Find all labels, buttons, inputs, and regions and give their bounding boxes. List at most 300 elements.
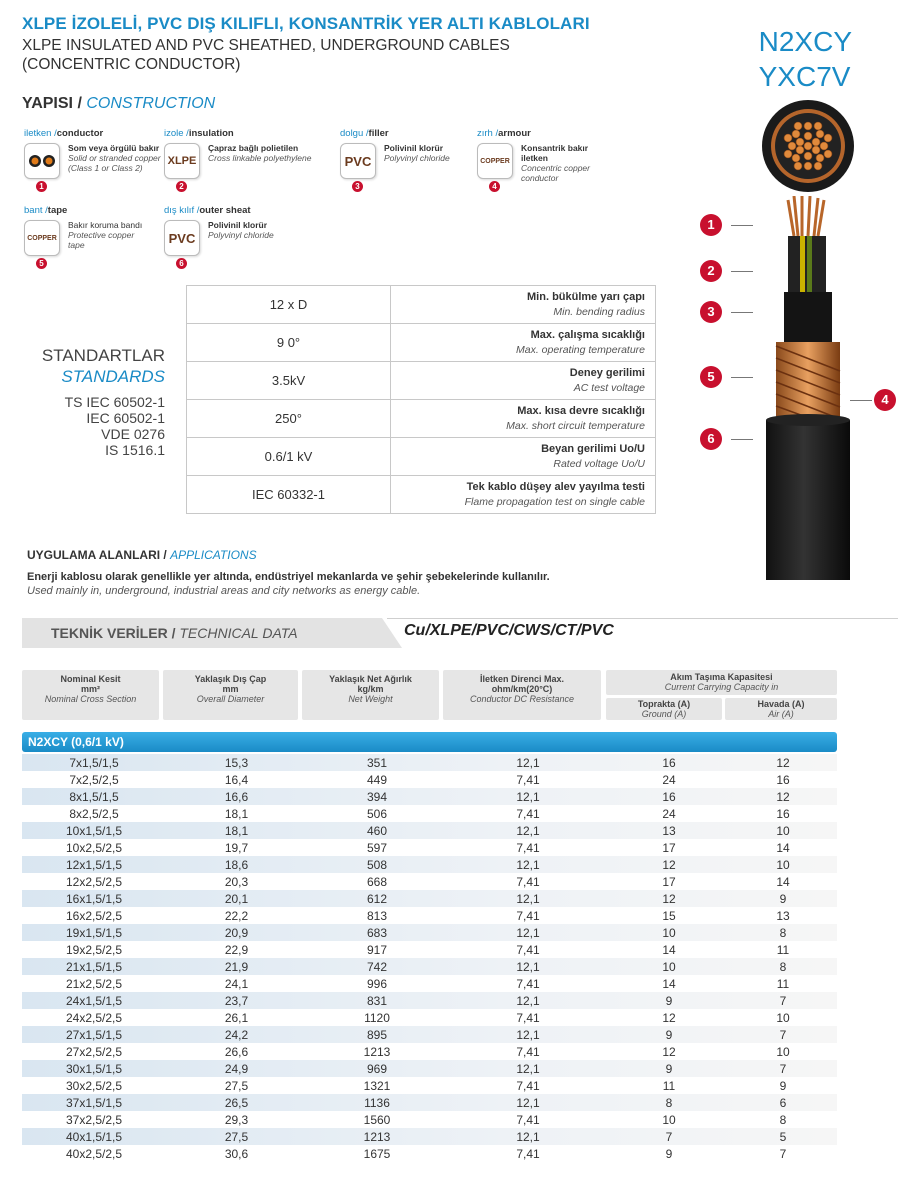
- technical-bar-line: [387, 618, 898, 619]
- cell-diameter: 22,2: [224, 908, 249, 923]
- property-label-en: Flame propagation test on single cable: [464, 496, 645, 508]
- applications-heading-tr: UYGULAMA ALANLARI /: [27, 548, 167, 562]
- copper-icon: COPPER: [477, 143, 513, 179]
- cell-resistance: 7,41: [516, 840, 540, 855]
- cell-resistance: 12,1: [516, 925, 540, 940]
- column-header-capacity: [606, 670, 837, 695]
- component-tape: [24, 205, 143, 268]
- table-row: [22, 1043, 837, 1060]
- cell-diameter: 24,1: [224, 976, 249, 991]
- cell-ground-capacity: 13: [662, 823, 676, 838]
- column-header-cross-section: [22, 670, 159, 720]
- cell-air-capacity: 5: [779, 1129, 787, 1144]
- callout-line: [731, 312, 753, 313]
- cell-air-capacity: 10: [776, 1044, 790, 1059]
- cell-diameter: 20,1: [224, 891, 249, 906]
- cell-ground-capacity: 9: [665, 993, 673, 1008]
- applications-heading-en: APPLICATIONS: [170, 548, 257, 562]
- applications-text-en: Used mainly in, underground, industrial areas and city networks as energy cable.: [27, 585, 421, 597]
- title-english-line-2: (CONCENTRIC CONDUCTOR): [22, 56, 241, 73]
- cell-weight: 460: [366, 823, 388, 838]
- cell-diameter: 26,1: [224, 1010, 249, 1025]
- property-value: 9 0°: [187, 324, 391, 362]
- technical-heading-tr: TEKNİK VERİLER /: [51, 625, 176, 641]
- cell-weight: 996: [366, 976, 388, 991]
- cell-diameter: 27,5: [224, 1078, 249, 1093]
- cell-diameter: 24,2: [224, 1027, 249, 1042]
- cell-air-capacity: 14: [776, 840, 790, 855]
- cell-diameter: 24,9: [224, 1061, 249, 1076]
- cell-air-capacity: 7: [779, 1146, 787, 1161]
- property-row: [187, 362, 656, 400]
- property-row: [187, 476, 656, 514]
- applications-block: [27, 548, 550, 597]
- cell-resistance: 12,1: [516, 1027, 540, 1042]
- property-label-tr: Deney gerilimi: [569, 367, 645, 379]
- table-row: [22, 1111, 837, 1128]
- cell-cross-section: 10x2,5/2,5: [65, 840, 123, 855]
- table-row: [22, 1009, 837, 1026]
- cell-resistance: 7,41: [516, 1146, 540, 1161]
- cell-cross-section: 8x2,5/2,5: [69, 806, 119, 821]
- cell-ground-capacity: 9: [665, 1027, 673, 1042]
- callout-line: [731, 271, 753, 272]
- property-label-en: Min. bending radius: [553, 306, 645, 318]
- cell-ground-capacity: 11: [662, 1078, 676, 1093]
- cell-cross-section: 12x1,5/1,5: [65, 857, 123, 872]
- cell-cross-section: 16x1,5/1,5: [65, 891, 123, 906]
- callout-line: [731, 439, 753, 440]
- cell-cross-section: 21x2,5/2,5: [65, 976, 123, 991]
- column-header-unit: mm²: [80, 684, 100, 694]
- component-label-tr: zırh /: [477, 128, 499, 139]
- column-header-diameter: [163, 670, 298, 720]
- property-label-tr: Max. kısa devre sıcaklığı: [517, 405, 645, 417]
- cell-ground-capacity: 17: [662, 840, 676, 855]
- cell-cross-section: 10x1,5/1,5: [65, 823, 123, 838]
- component-label-tr: dış kılıf /: [164, 205, 200, 216]
- table-row: [22, 788, 837, 805]
- cell-weight: 1213: [363, 1129, 391, 1144]
- cell-ground-capacity: 10: [662, 925, 676, 940]
- column-header-tr: İletken Direnci Max.: [479, 674, 565, 684]
- table-row: [22, 1094, 837, 1111]
- property-label-en: AC test voltage: [573, 382, 645, 394]
- property-label-en: Rated voltage Uo/U: [553, 458, 645, 470]
- title-english-line-1: XLPE INSULATED AND PVC SHEATHED, UNDERGROUND CABLES: [22, 37, 510, 54]
- cell-resistance: 7,41: [516, 806, 540, 821]
- component-desc-tr: Bakır koruma bandı: [68, 220, 143, 230]
- cell-ground-capacity: 10: [662, 959, 676, 974]
- component-conductor: [24, 128, 161, 191]
- property-value: 12 x D: [187, 286, 391, 324]
- component-label-tr: bant /: [24, 205, 48, 216]
- table-row: [22, 805, 837, 822]
- property-label-tr: Min. bükülme yarı çapı: [527, 291, 645, 303]
- cell-weight: 612: [366, 891, 388, 906]
- column-header-tr: Akım Taşıma Kapasitesi: [670, 672, 773, 682]
- cell-air-capacity: 12: [776, 789, 790, 804]
- cell-air-capacity: 7: [779, 1061, 787, 1076]
- component-desc-en: tape: [68, 240, 85, 250]
- cable-cross-section-image: [760, 98, 856, 194]
- cable-group-header: N2XCY (0,6/1 kV): [22, 732, 837, 752]
- cell-weight: 506: [366, 806, 388, 821]
- cell-diameter: 18,6: [224, 857, 249, 872]
- cell-air-capacity: 11: [776, 942, 790, 957]
- cell-cross-section: 40x2,5/2,5: [65, 1146, 123, 1161]
- cell-cross-section: 37x2,5/2,5: [65, 1112, 123, 1127]
- cell-weight: 449: [366, 772, 388, 787]
- cell-diameter: 18,1: [224, 806, 249, 821]
- cell-ground-capacity: 12: [662, 1044, 676, 1059]
- cable-construction-code: Cu/XLPE/PVC/CWS/CT/PVC: [404, 622, 614, 639]
- column-header-en: Net Weight: [348, 694, 393, 704]
- column-header-air: [725, 698, 837, 720]
- cell-cross-section: 12x2,5/2,5: [65, 874, 123, 889]
- cell-ground-capacity: 12: [662, 1010, 676, 1025]
- cell-weight: 742: [366, 959, 388, 974]
- copper-icon: COPPER: [24, 220, 60, 256]
- callout-badge: 5: [700, 366, 722, 388]
- cell-weight: 813: [366, 908, 388, 923]
- component-number-badge: 6: [176, 258, 187, 269]
- component-desc-tr: Polivinil klorür: [384, 143, 444, 153]
- cell-diameter: 15,3: [224, 755, 249, 770]
- properties-table: [186, 285, 656, 514]
- technical-data-bar: [22, 618, 898, 648]
- property-label-tr: Beyan gerilimi Uo/U: [541, 443, 645, 455]
- callout-badge: 4: [874, 389, 896, 411]
- cell-ground-capacity: 24: [662, 806, 676, 821]
- cell-weight: 969: [366, 1061, 388, 1076]
- cell-resistance: 7,41: [516, 772, 540, 787]
- property-label-tr: Max. çalışma sıcaklığı: [530, 329, 645, 341]
- cell-weight: 1213: [363, 1044, 391, 1059]
- callout-line: [731, 377, 753, 378]
- column-header-unit: mm: [222, 684, 239, 694]
- pvc-icon: PVC: [164, 220, 200, 256]
- table-row: [22, 1026, 837, 1043]
- product-codes: [759, 24, 852, 94]
- cell-cross-section: 7x1,5/1,5: [69, 755, 119, 770]
- cell-cross-section: 27x2,5/2,5: [65, 1044, 123, 1059]
- property-label-en: Max. short circuit temperature: [506, 420, 645, 432]
- cell-resistance: 7,41: [516, 1010, 540, 1025]
- cell-ground-capacity: 12: [662, 891, 676, 906]
- table-row: [22, 1060, 837, 1077]
- product-code-n2xcy: N2XCY: [758, 26, 852, 57]
- construction-heading-tr: YAPISI /: [22, 95, 82, 112]
- cell-weight: 668: [366, 874, 388, 889]
- component-desc-tr: Konsantrik bakır: [521, 143, 589, 153]
- callout-badge: 2: [700, 260, 722, 282]
- cell-air-capacity: 16: [776, 806, 790, 821]
- component-label-en: conductor: [56, 128, 104, 139]
- conductor-icon: [24, 143, 60, 179]
- cell-diameter: 20,3: [224, 874, 249, 889]
- column-header-ground: [606, 698, 722, 720]
- component-desc-en: Polyvinyl chloride: [384, 153, 450, 163]
- table-row: [22, 941, 837, 958]
- column-header-unit: ohm/km(20°C): [491, 684, 553, 694]
- component-desc-en: Concentric copper: [521, 163, 590, 173]
- page-header: [22, 14, 590, 74]
- cell-ground-capacity: 14: [662, 976, 676, 991]
- table-row: [22, 975, 837, 992]
- table-row: [22, 771, 837, 788]
- cell-air-capacity: 14: [776, 874, 790, 889]
- component-desc-tr: Polivinil klorür: [208, 220, 268, 230]
- cell-resistance: 12,1: [516, 789, 540, 804]
- cell-air-capacity: 10: [776, 857, 790, 872]
- property-row: [187, 286, 656, 324]
- table-row: [22, 1128, 837, 1145]
- property-label-tr: Tek kablo düşey alev yayılma testi: [466, 481, 645, 493]
- cell-weight: 508: [366, 857, 388, 872]
- component-desc-tr: Çapraz bağlı polietilen: [208, 143, 299, 153]
- applications-text-tr: Enerji kablosu olarak genellikle yer altında, endüstriyel mekanlarda ve şehir şebekelerinde kullanılır.: [27, 571, 550, 583]
- table-row: [22, 1145, 837, 1162]
- column-header-tr: Nominal Kesit: [60, 674, 121, 684]
- component-label-en: tape: [47, 205, 68, 216]
- component-number-badge: 3: [352, 181, 363, 192]
- standard-item: TS IEC 60502-1: [64, 394, 165, 410]
- component-desc-en: (Class 1 or Class 2): [68, 163, 143, 173]
- cell-diameter: 30,6: [224, 1146, 249, 1161]
- property-row: [187, 438, 656, 476]
- cell-diameter: 29,3: [224, 1112, 249, 1127]
- cell-weight: 1321: [363, 1078, 391, 1093]
- cell-cross-section: 37x1,5/1,5: [65, 1095, 123, 1110]
- cell-resistance: 12,1: [516, 755, 540, 770]
- cell-ground-capacity: 9: [665, 1146, 673, 1161]
- component-desc-en: Solid or stranded copper: [68, 153, 161, 163]
- table-row: [22, 958, 837, 975]
- column-header-en: Overall Diameter: [196, 694, 265, 704]
- cell-weight: 597: [366, 840, 388, 855]
- cell-air-capacity: 11: [776, 976, 790, 991]
- cell-cross-section: 40x1,5/1,5: [65, 1129, 123, 1144]
- callout-badge: 3: [700, 301, 722, 323]
- pvc-icon: PVC: [340, 143, 376, 179]
- component-label-tr: izole /: [164, 128, 189, 139]
- component-number-badge: 4: [489, 181, 500, 192]
- cell-diameter: 26,6: [224, 1044, 249, 1059]
- cell-resistance: 12,1: [516, 857, 540, 872]
- property-row: [187, 400, 656, 438]
- cell-resistance: 7,41: [516, 1044, 540, 1059]
- table-row: [22, 992, 837, 1009]
- construction-heading-en: CONSTRUCTION: [86, 95, 216, 112]
- component-desc-en: Cross linkable polyethylene: [208, 153, 312, 163]
- component-insulation: [164, 128, 312, 191]
- cell-cross-section: 16x2,5/2,5: [65, 908, 123, 923]
- technical-data-table: [22, 754, 837, 1162]
- column-header-tr: Yaklaşık Dış Çap: [194, 674, 267, 684]
- cell-ground-capacity: 16: [662, 755, 676, 770]
- cell-weight: 1120: [364, 1010, 390, 1025]
- cell-resistance: 12,1: [516, 1129, 540, 1144]
- cell-air-capacity: 9: [779, 1078, 787, 1093]
- component-armour: [477, 128, 590, 191]
- component-number-badge: 2: [176, 181, 187, 192]
- cell-weight: 831: [366, 993, 388, 1008]
- component-desc-en: Protective copper: [68, 230, 135, 240]
- component-label-en: armour: [498, 128, 531, 139]
- component-label-en: outer sheat: [199, 205, 251, 216]
- cell-diameter: 16,4: [224, 772, 249, 787]
- component-number-badge: 1: [36, 181, 47, 192]
- standard-item: VDE 0276: [101, 426, 165, 442]
- component-desc-tr: iletken: [521, 153, 548, 163]
- cell-resistance: 7,41: [516, 942, 540, 957]
- cell-air-capacity: 6: [779, 1095, 787, 1110]
- cell-air-capacity: 7: [779, 1027, 787, 1042]
- column-header-en: Ground (A): [641, 709, 687, 719]
- cell-air-capacity: 10: [776, 1010, 790, 1025]
- cell-diameter: 27,5: [224, 1129, 249, 1144]
- cell-diameter: 23,7: [224, 993, 249, 1008]
- property-row: [187, 324, 656, 362]
- cell-ground-capacity: 17: [662, 874, 676, 889]
- table-row: [22, 822, 837, 839]
- cell-air-capacity: 13: [776, 908, 790, 923]
- standards-heading-tr: STANDARTLAR: [41, 346, 165, 365]
- cell-air-capacity: 8: [779, 925, 787, 940]
- component-desc-en: Polyvinyl chloride: [208, 230, 274, 240]
- construction-heading: [22, 95, 215, 113]
- cell-diameter: 26,5: [224, 1095, 249, 1110]
- cell-cross-section: 24x2,5/2,5: [65, 1010, 123, 1025]
- component-label-en: insulation: [188, 128, 234, 139]
- cell-cross-section: 19x2,5/2,5: [65, 942, 123, 957]
- cell-ground-capacity: 7: [665, 1129, 673, 1144]
- cell-ground-capacity: 16: [662, 789, 676, 804]
- cell-resistance: 12,1: [516, 891, 540, 906]
- component-number-badge: 5: [36, 258, 47, 269]
- table-row: [22, 1077, 837, 1094]
- column-header-en: Air (A): [768, 709, 794, 719]
- cell-cross-section: 27x1,5/1,5: [65, 1027, 123, 1042]
- cell-cross-section: 8x1,5/1,5: [69, 789, 119, 804]
- callout-line: [850, 400, 872, 401]
- column-header-unit: kg/km: [357, 684, 384, 694]
- cell-resistance: 12,1: [516, 823, 540, 838]
- column-header-en: Nominal Cross Section: [44, 694, 137, 704]
- cell-cross-section: 30x1,5/1,5: [65, 1061, 123, 1076]
- standards-block: [40, 346, 165, 458]
- cell-air-capacity: 8: [779, 1112, 787, 1127]
- cell-resistance: 12,1: [516, 959, 540, 974]
- cell-resistance: 7,41: [516, 874, 540, 889]
- callout-badge: 1: [700, 214, 722, 236]
- property-value: IEC 60332-1: [187, 476, 391, 514]
- cable-image: [760, 196, 856, 580]
- cell-resistance: 7,41: [516, 1112, 540, 1127]
- standard-item: IS 1516.1: [105, 442, 165, 458]
- column-header-en: Current Carrying Capacity in: [664, 682, 779, 692]
- component-desc-en: conductor: [521, 173, 559, 183]
- table-row: [22, 890, 837, 907]
- cell-cross-section: 21x1,5/1,5: [65, 959, 123, 974]
- cell-diameter: 18,1: [224, 823, 249, 838]
- title-turkish: XLPE İZOLELİ, PVC DIŞ KILIFLI, KONSANTRİK YER ALTI KABLOLARI: [22, 14, 590, 33]
- product-code-yxc7v: YXC7V: [758, 61, 851, 92]
- cell-cross-section: 19x1,5/1,5: [65, 925, 123, 940]
- column-header-tr: Yaklaşık Net Ağırlık: [329, 674, 412, 684]
- component-label-en: filler: [368, 128, 389, 139]
- property-value: 3.5kV: [187, 362, 391, 400]
- table-row: [22, 754, 837, 771]
- column-header-resistance: [443, 670, 601, 720]
- cell-resistance: 12,1: [516, 1095, 540, 1110]
- cell-diameter: 22,9: [224, 942, 249, 957]
- table-row: [22, 839, 837, 856]
- component-outer-sheath: [164, 205, 274, 268]
- component-label-tr: iletken /: [24, 128, 57, 139]
- cell-ground-capacity: 15: [662, 908, 676, 923]
- cell-weight: 1136: [364, 1095, 390, 1110]
- table-row: [22, 856, 837, 873]
- cell-ground-capacity: 12: [662, 857, 676, 872]
- component-desc-tr: Som veya örgülü bakır: [68, 143, 160, 153]
- standard-item: IEC 60502-1: [86, 410, 165, 426]
- cell-weight: 895: [366, 1027, 388, 1042]
- cell-air-capacity: 7: [779, 993, 787, 1008]
- cell-ground-capacity: 9: [665, 1061, 673, 1076]
- technical-heading: [51, 625, 298, 641]
- cell-ground-capacity: 14: [662, 942, 676, 957]
- property-value: 0.6/1 kV: [187, 438, 391, 476]
- column-header-tr: Havada (A): [757, 699, 805, 709]
- cell-weight: 1675: [363, 1146, 391, 1161]
- column-header-en: Conductor DC Resistance: [469, 694, 575, 704]
- table-row: [22, 907, 837, 924]
- property-label-en: Max. operating temperature: [516, 344, 645, 356]
- cell-cross-section: 7x2,5/2,5: [69, 772, 119, 787]
- cell-weight: 394: [366, 789, 388, 804]
- callout-line: [731, 225, 753, 226]
- component-label-tr: dolgu /: [340, 128, 369, 139]
- cell-air-capacity: 16: [776, 772, 790, 787]
- standards-heading-en: STANDARDS: [61, 367, 165, 386]
- cell-diameter: 19,7: [224, 840, 249, 855]
- callout-badge: 6: [700, 428, 722, 450]
- property-value: 250°: [187, 400, 391, 438]
- cell-weight: 917: [366, 942, 388, 957]
- cell-air-capacity: 12: [776, 755, 790, 770]
- cell-air-capacity: 8: [779, 959, 787, 974]
- cell-weight: 1560: [363, 1112, 391, 1127]
- cell-cross-section: 30x2,5/2,5: [65, 1078, 123, 1093]
- cell-diameter: 20,9: [224, 925, 249, 940]
- cell-air-capacity: 9: [779, 891, 787, 906]
- cell-diameter: 16,6: [224, 789, 249, 804]
- cell-ground-capacity: 8: [665, 1095, 673, 1110]
- cell-resistance: 7,41: [516, 1078, 540, 1093]
- technical-heading-en: TECHNICAL DATA: [179, 625, 298, 641]
- cell-weight: 683: [366, 925, 388, 940]
- cell-ground-capacity: 24: [662, 772, 676, 787]
- column-header-tr: Toprakta (A): [637, 699, 691, 709]
- table-row: [22, 873, 837, 890]
- cell-cross-section: 24x1,5/1,5: [65, 993, 123, 1008]
- cell-resistance: 12,1: [516, 993, 540, 1008]
- component-filler: [340, 128, 450, 191]
- cell-resistance: 7,41: [516, 908, 540, 923]
- cell-air-capacity: 10: [776, 823, 790, 838]
